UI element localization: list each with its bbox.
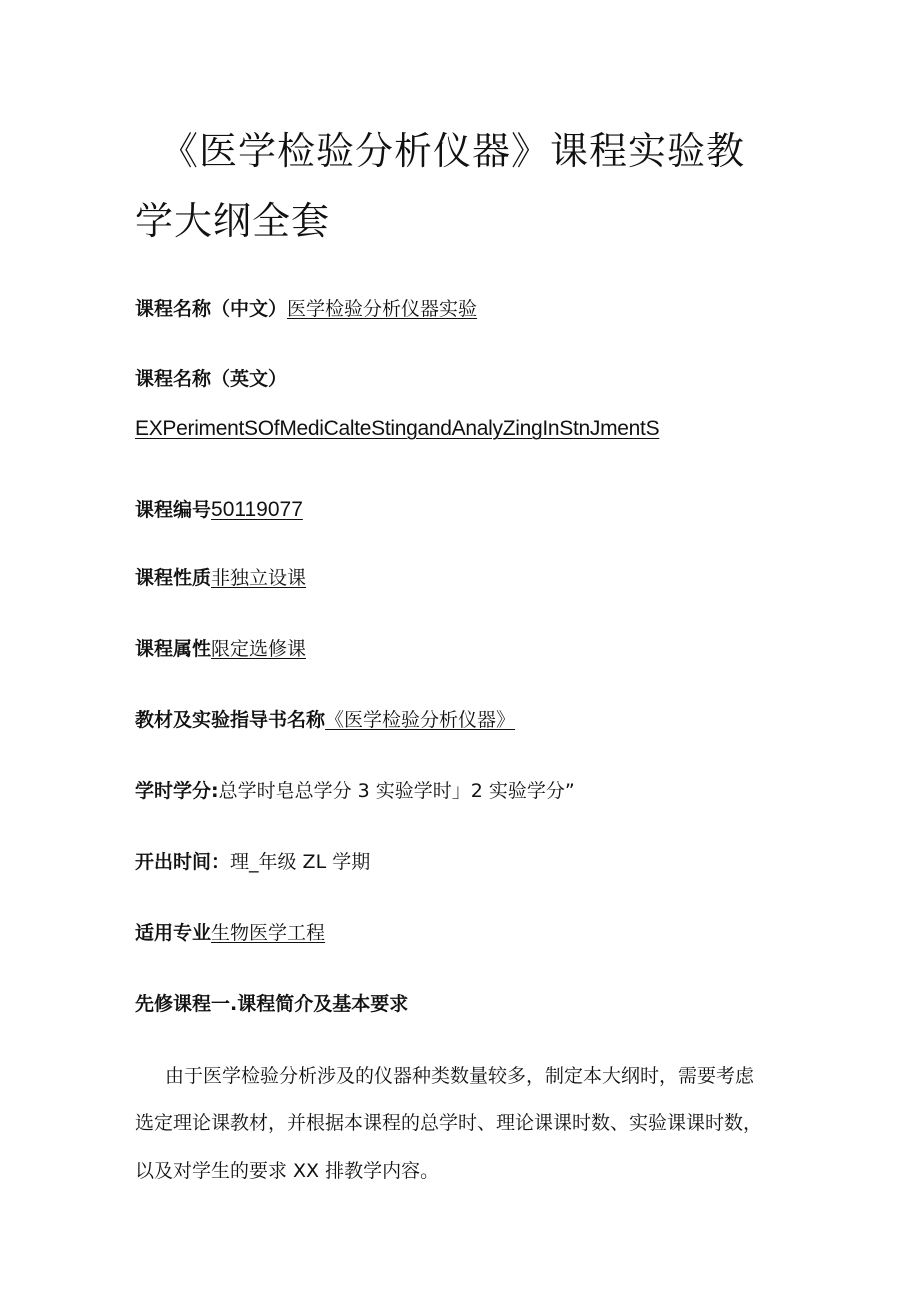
field-label: 课程性质 [135, 567, 212, 589]
field-value: 理_年级 ZL 学期 [230, 851, 371, 873]
field-course-attribute [135, 640, 306, 659]
field-value: 总学时皂总学分 3 实验学时」2 实验学分” [218, 780, 575, 802]
field-course-code [135, 499, 303, 520]
field-course-name-en-value [135, 418, 659, 439]
field-value: 《医学检验分析仪器》 [325, 709, 516, 731]
field-label: 开出时间： [135, 851, 231, 873]
field-major [135, 924, 325, 943]
field-label: 课程属性 [135, 638, 212, 660]
field-value: 生物医学工程 [211, 922, 326, 944]
field-label: 学时学分: [135, 780, 219, 802]
field-value: EXPerimentSOfMediCalteStingandAnalyZingInStnJmentS [135, 417, 660, 440]
field-label: 课程编号 [135, 499, 212, 521]
field-label: 教材及实验指导书名称 [135, 709, 326, 731]
body-paragraph-line-1: 由于医学检验分析涉及的仪器种类数量较多，制定本大纲时，需要考虑 [165, 1065, 755, 1087]
field-hours-credits [135, 782, 575, 801]
field-term [135, 853, 370, 872]
document-title-line-2: 学大纲全套 [135, 199, 331, 243]
field-value: 50119077 [211, 498, 303, 521]
field-course-nature [135, 569, 306, 588]
body-paragraph-line-2: 选定理论课教材，并根据本课程的总学时、理论课课时数、实验课课时数， [135, 1112, 763, 1134]
field-label: 课程名称（中文） [135, 298, 288, 320]
document-title-line-1: 《医学检验分析仪器》课程实验教 [160, 129, 746, 173]
body-paragraph-line-3: 以及对学生的要求 XX 排教学内容。 [135, 1160, 440, 1182]
field-label: 课程名称（英文） [135, 368, 288, 390]
field-course-name-en-label [135, 370, 287, 389]
field-value: 限定选修课 [211, 638, 307, 660]
section-heading-prerequisites [135, 995, 408, 1014]
section-heading: 先修课程一.课程简介及基本要求 [135, 993, 409, 1015]
field-label: 适用专业 [135, 922, 212, 944]
field-textbook [135, 711, 515, 730]
field-course-name-cn [135, 300, 477, 319]
field-value: 医学检验分析仪器实验 [287, 298, 478, 320]
field-value: 非独立设课 [211, 567, 307, 589]
